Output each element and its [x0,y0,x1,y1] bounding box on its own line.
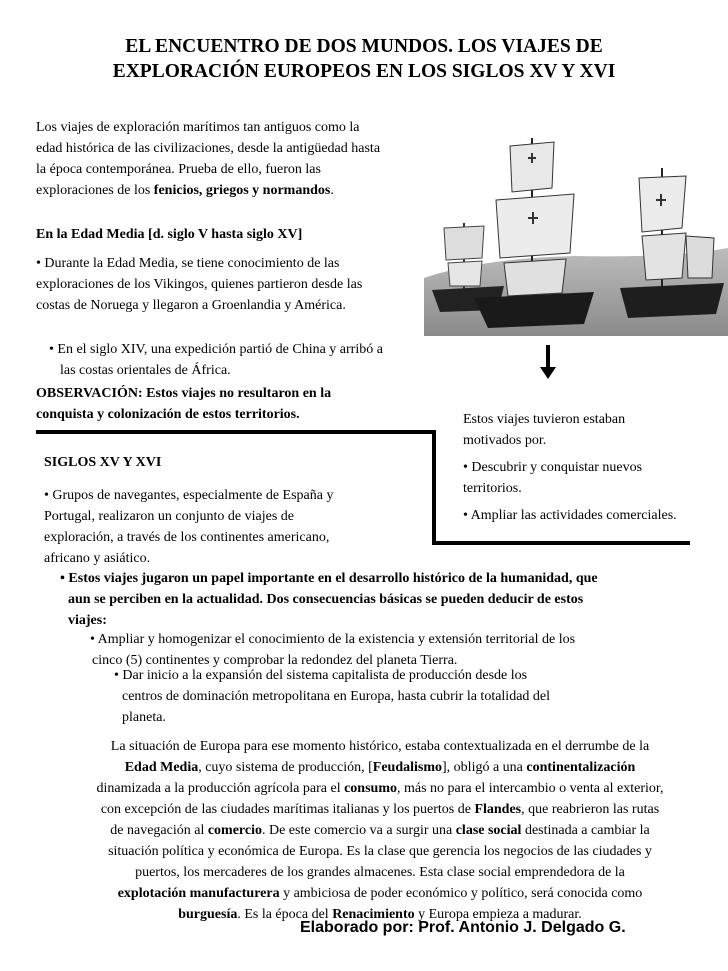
consequences-intro [60,568,700,631]
author-signature: Elaborado por: Prof. Antonio J. Delgado G. [300,919,626,936]
europe-line: explotación manufacturera y ambiciosa de poder económico y político, será conocida como [117,886,643,901]
motive-item: • Descubrir y conquistar nuevos [463,460,643,475]
centuries-bullet [44,485,424,569]
europe-line: situación política y económica de Europa. Es la clase que gerencia los negocios de las ciudades y [108,844,652,859]
divider-vertical [432,430,436,545]
intro-paragraph [36,117,446,201]
motives-box [463,409,723,526]
europe-line: con excepción de las ciudades marítimas italianas y los puertos de Flandes, que reabrieron las rutas [100,802,660,817]
centuries-heading: SIGLOS XV Y XVI [44,455,162,470]
intro-line: Los viajes de exploración marítimos tan antiguos como la [36,120,360,135]
motives-line: motivados por. [463,433,547,448]
motive-item: • Ampliar las actividades comerciales. [463,508,677,523]
china-bullet [49,339,459,381]
consequence-line: • Dar inicio a la expansión del sistema capitalista de producción desde los [114,668,528,683]
consequences-line: • Estos viajes jugaron un papel importante en el desarrollo histórico de la humanidad, que [60,571,598,586]
europe-paragraph [30,736,728,925]
middle-ages-heading: En la Edad Media [d. siglo V hasta siglo XV] [36,227,303,242]
bullet-line: costas de Noruega y llegaron a Groenlandia y América. [36,298,346,313]
consequence-line: centros de dominación metropolitana en Europa, hasta cubrir la totalidad del [122,689,551,704]
bullet-line: • En el siglo XIV, una expedición partió de China y arribó a [49,342,383,357]
bullet-line: • Grupos de navegantes, especialmente de España y [44,488,334,503]
europe-line: Edad Media, cuyo sistema de producción, [Feudalismo], obligó a una continentalización [124,760,636,775]
europe-line: burguesía. Es la época del Renacimiento y Europa empieza a madurar. [178,907,582,922]
title-line-2: EXPLORACIÓN EUROPEOS EN LOS SIGLOS XV Y XVI [112,61,616,82]
divider-bottom [432,541,690,545]
europe-line: puertos, los mercaderes de los grandes almacenes. Esta clase social emprendedora de la [135,865,625,880]
motives-line: Estos viajes tuvieron estaban [463,412,626,427]
observation [36,383,436,425]
consequence-line: • Ampliar y homogenizar el conocimiento de la existencia y extensión territorial de los [90,632,576,647]
consequences-line: viajes: [68,613,107,628]
bullet-line: exploraciones de los Vikingos, quienes partieron desde las [36,277,363,292]
caravels-image [424,128,728,336]
observation-line: conquista y colonización de estos territorios. [36,407,300,422]
title-line-1: EL ENCUENTRO DE DOS MUNDOS. LOS VIAJES DE [125,36,603,57]
bullet-line: africano y asiático. [44,551,151,566]
bullet-line: • Durante la Edad Media, se tiene conocimiento de las [36,256,340,271]
bullet-line: las costas orientales de África. [60,363,231,378]
divider-top [36,430,436,434]
consequences-line: aun se perciben en la actualidad. Dos consecuencias básicas se pueden deducir de estos [68,592,584,607]
europe-line: dinamizada a la producción agrícola para el consumo, más no para el intercambio o venta al exterior, [96,781,664,796]
down-arrow-icon [538,345,558,381]
bullet-line: exploración, a través de los continentes americano, [44,530,330,545]
ships-photo [424,128,728,336]
consequence-2 [114,665,634,728]
consequence-line: cinco (5) continentes y comprobar la redondez del planeta Tierra. [92,653,458,668]
europe-line: de navegación al comercio. De este comercio va a surgir una clase social destinada a cambiar la [110,823,650,838]
vikings-bullet [36,253,436,316]
observation-line: OBSERVACIÓN: Estos viajes no resultaron en la [36,386,332,401]
europe-line: La situación de Europa para ese momento histórico, estaba contextualizada en el derrumbe de la [110,739,650,754]
bullet-line: Portugal, realizaron un conjunto de viajes de [44,509,294,524]
intro-line: la época contemporánea. Prueba de ello, fueron las [36,162,321,177]
motive-item: territorios. [463,481,522,496]
intro-line: exploraciones de los fenicios, griegos y normandos. [36,183,334,198]
intro-line: edad histórica de las civilizaciones, desde la antigüedad hasta [36,141,381,156]
consequence-line: planeta. [122,710,166,725]
page-title [0,34,728,84]
